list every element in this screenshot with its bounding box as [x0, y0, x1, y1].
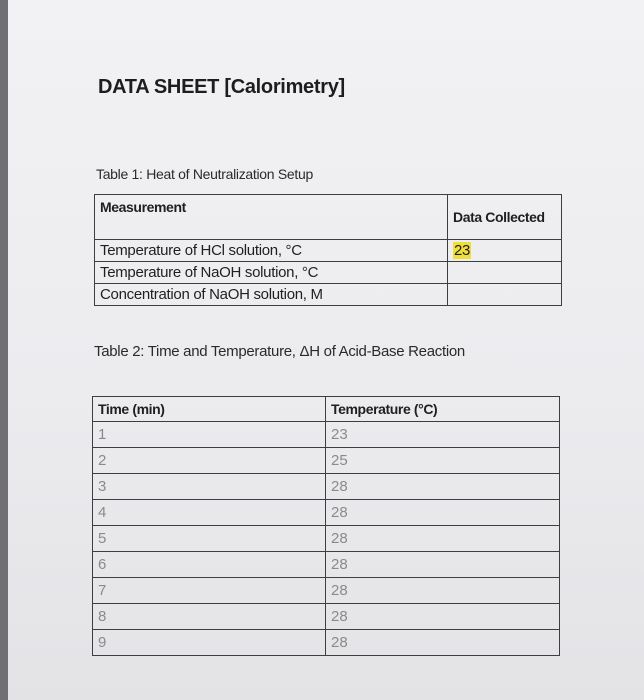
highlighted-value: 23 [454, 242, 471, 259]
table-row [95, 284, 562, 306]
table-row [93, 552, 560, 578]
time-cell[interactable]: 3 [93, 474, 326, 500]
header-data-collected: Data Collected [448, 195, 562, 240]
page-title: DATA SHEET [Calorimetry] [98, 76, 345, 98]
time-cell[interactable]: 5 [93, 526, 326, 552]
time-cell[interactable]: 8 [93, 604, 326, 630]
measurement-cell: Temperature of HCl solution, °C [95, 240, 448, 262]
temp-cell[interactable]: 28 [326, 604, 560, 630]
measurement-cell: Concentration of NaOH solution, M [95, 284, 448, 306]
header-time: Time (min) [93, 397, 326, 422]
measurement-cell: Temperature of NaOH solution, °C [95, 262, 448, 284]
temp-cell[interactable]: 28 [326, 630, 560, 656]
table2-caption: Table 2: Time and Temperature, ΔH of Acid-Base Reaction [94, 343, 465, 360]
table-row [93, 604, 560, 630]
table-header-row [95, 195, 562, 240]
table-row [93, 422, 560, 448]
time-cell[interactable]: 7 [93, 578, 326, 604]
table-row [93, 448, 560, 474]
table-row [93, 630, 560, 656]
table-row [93, 500, 560, 526]
temp-cell[interactable]: 25 [326, 448, 560, 474]
temp-cell[interactable]: 28 [326, 578, 560, 604]
value-cell[interactable] [448, 284, 562, 306]
table-row [93, 474, 560, 500]
table-row [93, 526, 560, 552]
temp-cell[interactable]: 28 [326, 552, 560, 578]
temp-cell[interactable]: 28 [326, 474, 560, 500]
table-row [95, 240, 562, 262]
temp-cell[interactable]: 28 [326, 500, 560, 526]
time-cell[interactable]: 4 [93, 500, 326, 526]
header-temperature: Temperature (°C) [326, 397, 560, 422]
temp-cell[interactable]: 28 [326, 526, 560, 552]
table-header-row [93, 397, 560, 422]
temp-cell[interactable]: 23 [326, 422, 560, 448]
setup-table [94, 194, 562, 306]
value-cell[interactable] [448, 240, 562, 262]
value-cell[interactable] [448, 262, 562, 284]
table-row [93, 578, 560, 604]
header-measurement: Measurement [95, 195, 448, 240]
time-cell[interactable]: 2 [93, 448, 326, 474]
table1-caption: Table 1: Heat of Neutralization Setup [96, 166, 313, 182]
time-cell[interactable]: 9 [93, 630, 326, 656]
time-temperature-table [92, 396, 560, 656]
time-cell[interactable]: 1 [93, 422, 326, 448]
time-cell[interactable]: 6 [93, 552, 326, 578]
table-row [95, 262, 562, 284]
document-page [8, 0, 644, 700]
